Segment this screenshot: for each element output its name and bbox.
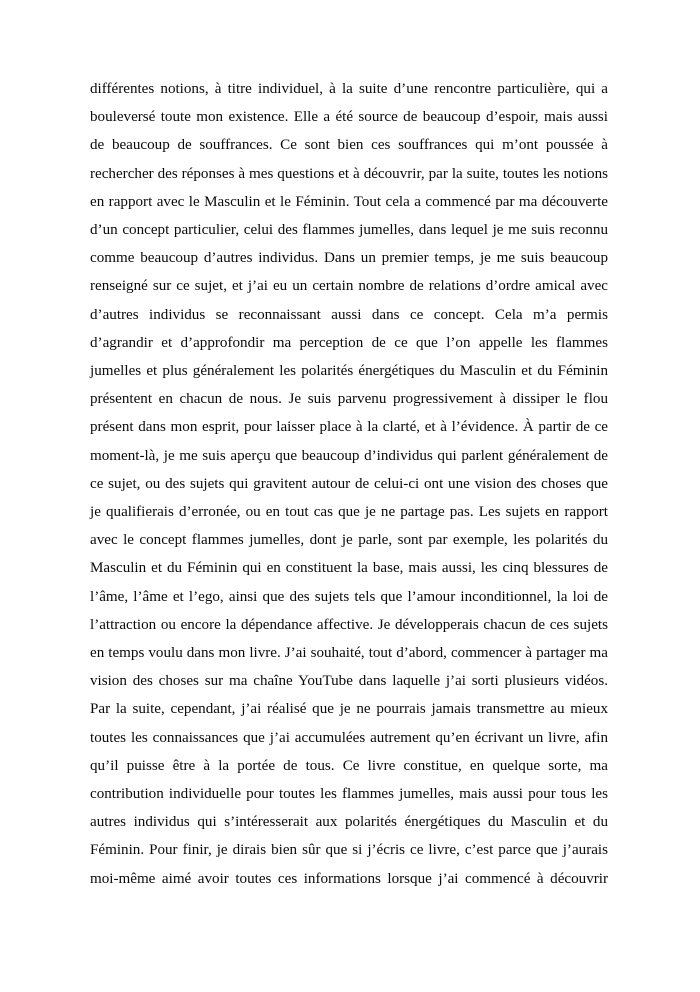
body-text-block xyxy=(90,75,608,921)
body-paragraph: différentes notions, à titre individuel, à la suite d’une rencontre particulière, qui a bouleversé toute mon existence. Elle a été source de beaucoup d’espoir, mais aussi de beaucoup de souffrances. Ce sont bien ces souffrances qui m’ont poussée à rechercher des réponses à mes questions et à découvrir, par la suite, toutes les notions en rapport avec le Masculin et le Féminin. Tout cela a commencé par ma découverte d’un concept particulier, celui des flammes jumelles, dans lequel je me suis reconnu comme beaucoup d’autres individus. Dans un premier temps, je me suis beaucoup renseigné sur ce sujet, et j’ai eu un certain nombre de relations d’ordre amical avec d’autres individus se reconnaissant aussi dans ce concept. Cela m’a permis d’agrandir et d’approfondir ma perception de ce que l’on appelle les flammes jumelles et plus généralement les polarités énergétiques du Masculin et du Féminin présentent en chacun de nous. Je suis parvenu progressivement à dissiper le flou présent dans mon esprit, pour laisser place à la clarté, et à l’évidence. À partir de ce moment-là, je me suis aperçu que beaucoup d’individus qui parlent généralement de ce sujet, ou des sujets qui gravitent autour de celui-ci ont une vision des choses que je qualifierais d’erronée, ou en tout cas que je ne partage pas. Les sujets en rapport avec le concept flammes jumelles, dont je parle, sont par exemple, les polarités du Masculin et du Féminin qui en constituent la base, mais aussi, les cinq blessures de l’âme, l’âme et l’ego, ainsi que des sujets tels que l’amour inconditionnel, la loi de l’attraction ou encore la dépendance affective. Je développerais chacun de ces sujets en temps voulu dans mon livre. J’ai souhaité, tout d’abord, commencer à partager ma vision des choses sur ma chaîne YouTube dans laquelle j’ai sorti plusieurs vidéos. Par la suite, cependant, j’ai réalisé que je ne pourrais jamais transmettre au mieux toutes les connaissances que j’ai accumulées autrement qu’en écrivant un livre, afin qu’il puisse être à la portée de tous. Ce livre constitue, en quelque sorte, ma contribution individuelle pour toutes les flammes jumelles, mais aussi pour tous les autres individus qui s’intéresserait aux polarités énergétiques du Masculin et du Féminin. Pour finir, je dirais bien sûr que si j’écris ce livre, c’est parce que j’aurais moi-même aimé avoir toutes ces informations lorsque j’ai commencé à découvrir xyxy=(90,81,608,887)
